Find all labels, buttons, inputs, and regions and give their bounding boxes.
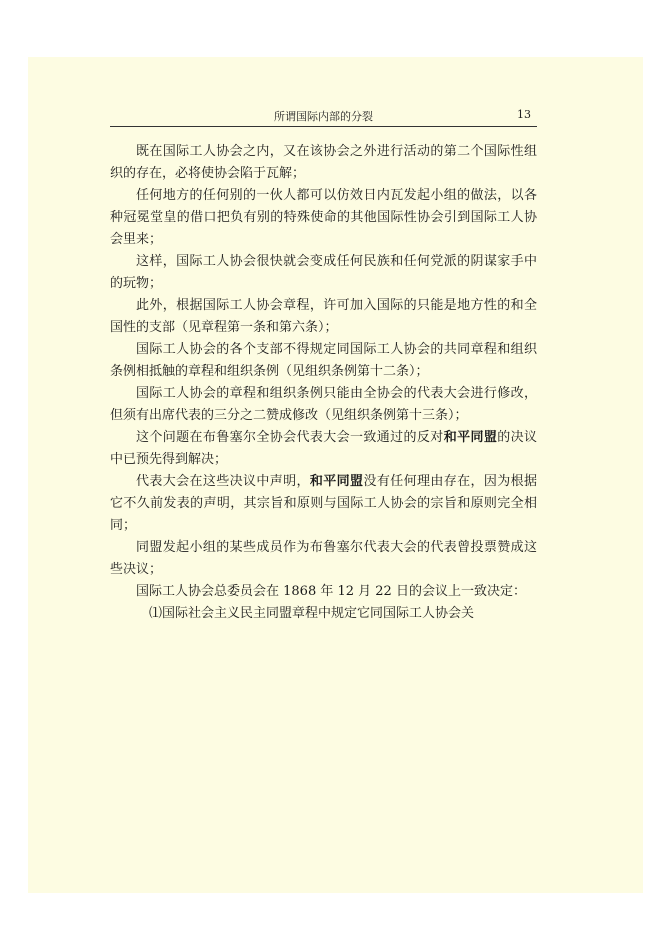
paragraph	[110, 295, 537, 339]
paragraph	[110, 141, 537, 185]
paragraph	[110, 471, 537, 537]
paragraph	[110, 427, 537, 471]
paragraph	[110, 581, 537, 603]
body-text	[110, 141, 537, 625]
paragraph-text: 这样，国际工人协会很快就会变成任何民族和任何党派的阴谋家手中的玩物；	[110, 254, 537, 291]
numbered-item	[110, 603, 537, 625]
paragraph	[110, 339, 537, 383]
header-title: 所谓国际内部的分裂	[274, 110, 373, 123]
paragraph	[110, 251, 537, 295]
paragraph-text: 代表大会在这些决议中声明，	[136, 474, 310, 489]
paragraph-text: 此外，根据国际工人协会章程，许可加入国际的只能是地方性的和全国性的支部（见章程第一条和第六条）；	[110, 298, 537, 335]
paragraph-text: 既在国际工人协会之内，又在该协会之外进行活动的第二个国际性组织的存在，必将使协会陷于瓦解；	[110, 144, 537, 181]
paragraph-text: 没有任何理由存在，因为根据它不久前发表的声明，其宗旨和原则与国际工人协会的宗旨和原则完全相同；	[110, 474, 537, 533]
paragraph	[110, 383, 537, 427]
paragraph	[110, 185, 537, 251]
paragraph	[110, 537, 537, 581]
emphasis-text: 和平同盟	[309, 474, 364, 489]
paragraph-text: 国际工人协会的各个支部不得规定同国际工人协会的共同章程和组织条例相抵触的章程和组织条例（见组织条例第十二条）；	[110, 342, 537, 379]
paragraph-text: ⑴国际社会主义民主同盟章程中规定它同国际工人协会关	[149, 606, 475, 621]
running-header	[110, 105, 537, 126]
paragraph-text: 这个问题在布鲁塞尔全协会代表大会一致通过的反对	[136, 430, 444, 445]
emphasis-text: 和平同盟	[443, 430, 498, 445]
paragraph-text: 国际工人协会的章程和组织条例只能由全协会的代表大会进行修改，但须有出席代表的三分之二赞成修改（见组织条例第十三条）；	[110, 386, 537, 423]
page-number: 13	[517, 108, 531, 121]
paragraph-text: 任何地方的任何别的一伙人都可以仿效日内瓦发起小组的做法，以各种冠冕堂皇的借口把负有别的特殊使命的其他国际性协会引到国际工人协会里来；	[110, 188, 537, 247]
paragraph-text: 同盟发起小组的某些成员作为布鲁塞尔代表大会的代表曾投票赞成这些决议；	[110, 540, 537, 577]
paragraph-text: 的决议中已预先得到解决；	[110, 430, 537, 467]
paragraph-text: 国际工人协会总委员会在 1868 年 12 月 22 日的会议上一致决定：	[136, 584, 526, 599]
header-rule	[110, 126, 537, 127]
